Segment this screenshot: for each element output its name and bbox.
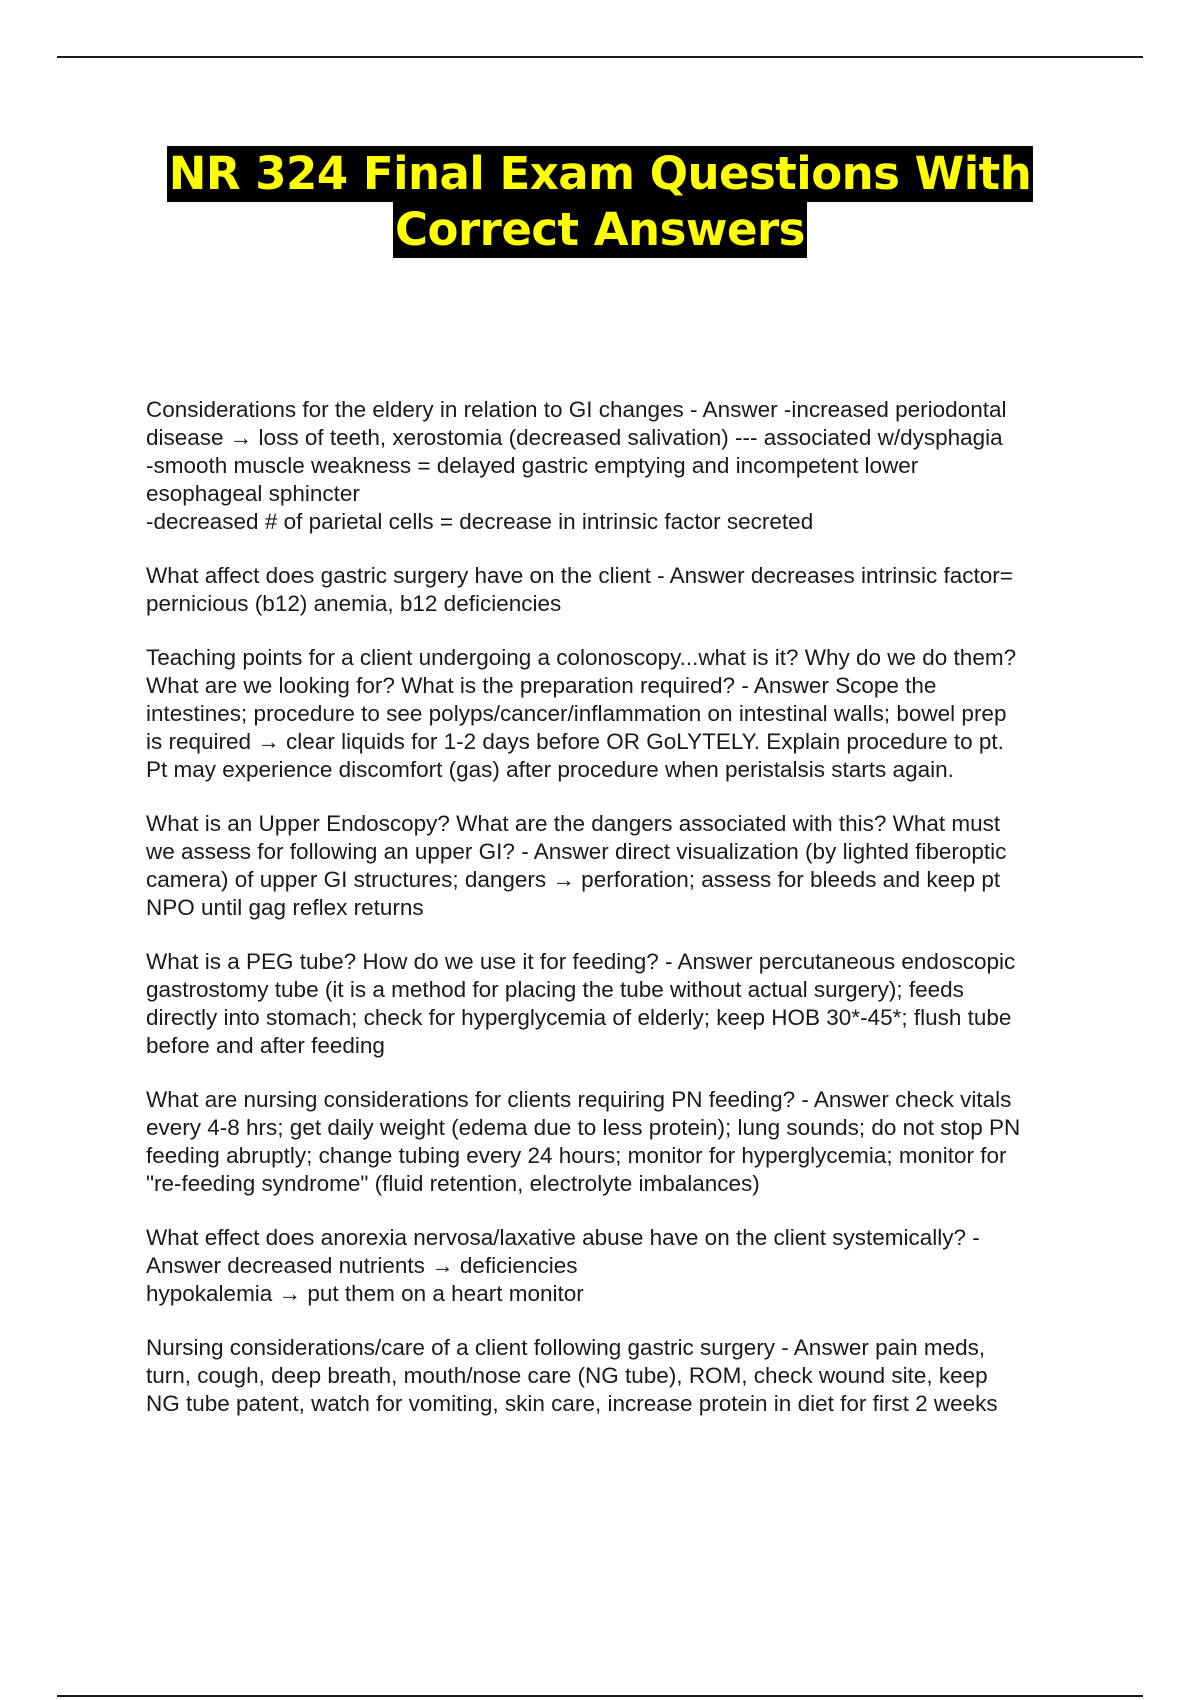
qa-entry-gastric-surgery-effect: What affect does gastric surgery have on the client - Answer decreases intrinsic factor= pernicious (b12) anemia, b12 deficiencies [146, 563, 1013, 616]
title-line-1: NR 324 Final Exam Questions With [168, 147, 1032, 200]
qa-entry-pn-feeding: What are nursing considerations for clients requiring PN feeding? - Answer check vitals every 4-8 hrs; get daily weight (edema due to less protein); lung sounds; do not stop PN feeding abruptly; change tubing every 24 hours; monitor for hyperglycemia; monitor for "re-feeding syndrome" (fluid retention, electrolyte imbalances) [146, 1087, 1021, 1196]
qa-list [146, 396, 1096, 1444]
bottom-divider [57, 1695, 1143, 1697]
qa-entry-upper-endoscopy: What is an Upper Endoscopy? What are the dangers associated with this? What must we assess for following an upper GI? - Answer direct visualization (by lighted fiberoptic camera) of upper GI structures; dangers → perforation; assess for bleeds and keep pt NPO until gag reflex returns [146, 811, 1007, 920]
document-title [100, 146, 1100, 258]
qa-entry-peg-tube: What is a PEG tube? How do we use it for feeding? - Answer percutaneous endoscopic gastrostomy tube (it is a method for placing the tube without actual surgery); feeds directly into stomach; check for hyperglycemia of elderly; keep HOB 30*-45*; flush tube before and after feeding [146, 949, 1016, 1058]
title-line-2: Correct Answers [395, 203, 805, 256]
qa-entry-anorexia: What effect does anorexia nervosa/laxative abuse have on the client systemically? - Answer decreased nutrients → deficiencies hypokalemia → put them on a heart monitor [146, 1225, 980, 1306]
qa-entry-post-gastric-care: Nursing considerations/care of a client following gastric surgery - Answer pain meds, turn, cough, deep breath, mouth/nose care (NG tube), ROM, check wound site, keep NG tube patent, watch for vomiting, skin care, increase protein in diet for first 2 weeks [146, 1335, 998, 1416]
qa-entry-colonoscopy: Teaching points for a client undergoing a colonoscopy...what is it? Why do we do them? What are we looking for? What is the preparation required? - Answer Scope the intestines; procedure to see polyps/cancer/inflammation on intestinal walls; bowel prep is required → clear liquids for 1-2 days before OR GoLYTELY. Explain procedure to pt. Pt may experience discomfort (gas) after procedure when peristalsis starts again. [146, 645, 1017, 782]
top-divider [57, 56, 1143, 58]
qa-entry-gi-elderly: Considerations for the eldery in relation to GI changes - Answer -increased periodontal disease → loss of teeth, xerostomia (decreased salivation) --- associated w/dysphagia -smooth muscle weakness = delayed gastric emptying and incompetent lower esophageal sphincter -decreased # of parietal cells = decrease in intrinsic factor secreted [146, 397, 1007, 534]
